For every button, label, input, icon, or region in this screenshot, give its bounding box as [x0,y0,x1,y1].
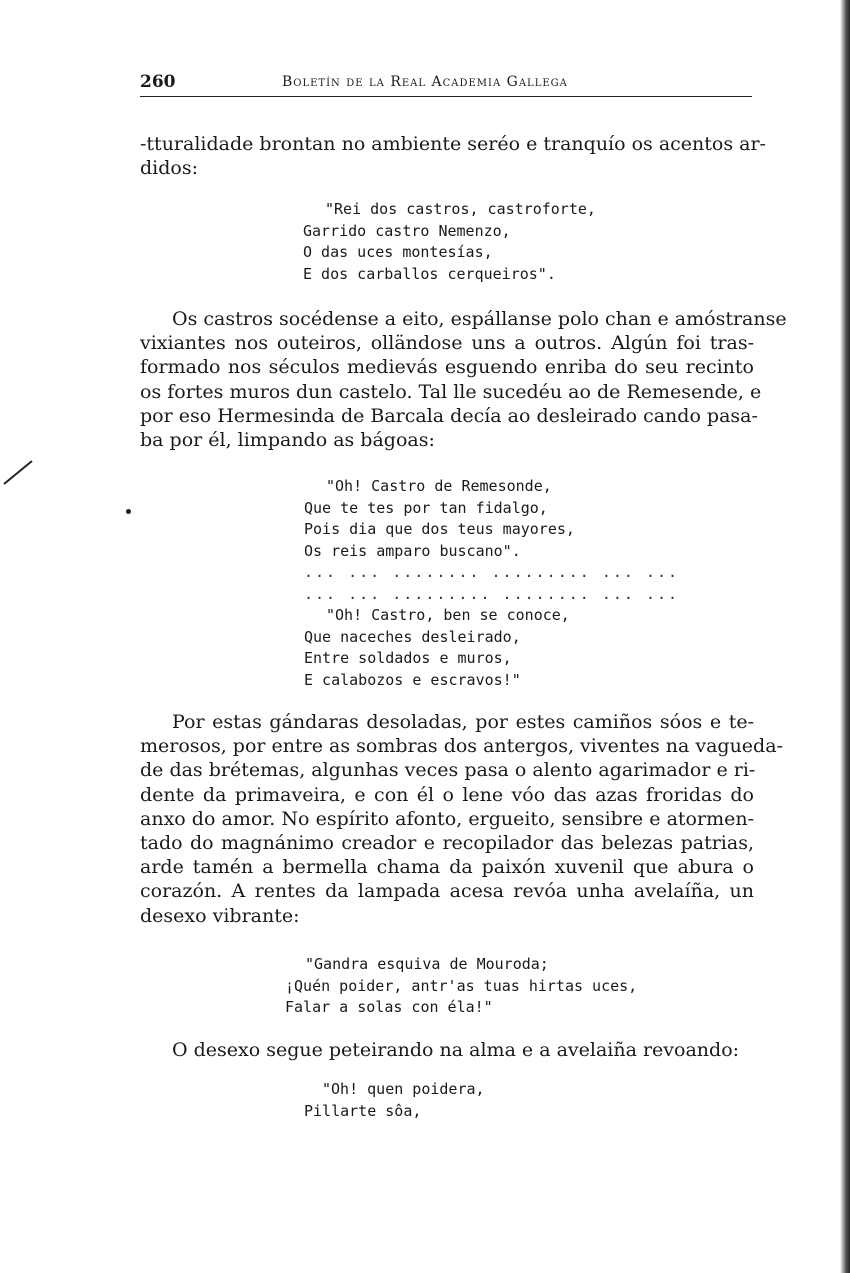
text-line: O desexo segue peteirando na alma e a avelaiña revoando: [172,1039,740,1061]
running-head: Boletín de la Real Academia Gallega [282,74,568,90]
text-line: -tturalidade brontan no ambiente seréo e tranquío os acentos ar- [140,133,766,155]
verse-line: Pois dia que dos teus mayores, [304,520,575,538]
text-line: dente da primaveira, e con él o lene vóo das azas froridas do [140,783,754,806]
text-line: didos: [140,157,198,180]
verse-line: Os reis amparo buscano". [304,541,521,560]
verse-line: Garrido castro Nemenzo, [303,221,511,240]
text-line: vixiantes nos outeiros, olländose uns a outros. Algún foi tras- [140,332,754,355]
text-line: os fortes muros dun castelo. Tal lle sucedéu ao de Remesende, e [140,380,762,403]
verse-block-3 [285,954,637,1019]
margin-dot [126,509,131,514]
page-number: 260 [140,72,176,92]
verse-line: Entre soldados e muros, [304,649,512,667]
text-line: desexo vibrante: [140,904,300,927]
text-line: arde tamén a bermella chama da paixón xuvenil que abura o [140,856,754,879]
text-line: Por estas gándaras desoladas, por estes camiños sóos e te- [172,711,754,733]
verse-block-2 [304,476,679,691]
margin-pen-stroke [2,458,34,486]
verse-line: ¡Quén poider, antr'as tuas hirtas uces, [285,976,638,995]
text-line: merosos, por entre as sombras dos antergos, viventes na vagueda- [140,735,783,758]
text-line: tado do magnánimo creador e recopilador das belezas patrias, [140,832,754,855]
text-line: corazón. A rentes da lampada acesa revóa unha avelaíña, un [140,880,754,903]
paragraph-2 [140,307,787,452]
paragraph-1 [140,132,766,180]
ellipsis-line: ... ... ........ ......... ... ... [304,563,680,581]
paragraph-4 [140,1038,754,1062]
verse-block-4 [304,1079,485,1122]
verse-line: Que naceches desleirado, [304,627,521,646]
verse-line: O das uces montesías, [303,243,493,261]
verse-line: "Oh! Castro, ben se conoce, [326,606,570,624]
text-line: de das brétemas, algunhas veces pasa o alento agarimador e ri- [140,759,756,782]
verse-line: E dos carballos cerqueiros". [303,264,556,283]
verse-line: Pillarte sôa, [304,1101,422,1120]
verse-line: "Oh! quen poidera, [322,1080,485,1098]
verse-line: E calabozos e escravos!" [304,670,521,689]
text-line: anxo do amor. No espírito afonto, ergueito, sensibre e atormen- [140,807,754,830]
verse-line: "Oh! Castro de Remesonde, [326,477,552,495]
verse-line: "Rei dos castros, castroforte, [325,200,596,218]
ellipsis-line: ... ... ......... ........ ... ... [304,584,680,603]
verse-line: "Gandra esquiva de Mouroda; [305,955,549,973]
text-line: ba por él, limpando as bágoas: [140,429,435,452]
text-line: por eso Hermesinda de Barcala decía ao desleirado cando pasa- [140,404,758,427]
page-header [140,68,752,97]
page-edge-shadow [840,0,850,1273]
verse-line: Que te tes por tan fidalgo, [304,498,548,517]
text-line: formado nos séculos medievás esguendo enriba do seu recinto [140,356,754,379]
paragraph-3 [140,710,783,928]
verse-line: Falar a solas con éla!" [285,998,493,1016]
verse-block-1 [303,199,596,285]
text-line: Os castros socédense a eito, espállanse polo chan e amóstranse [172,308,787,330]
